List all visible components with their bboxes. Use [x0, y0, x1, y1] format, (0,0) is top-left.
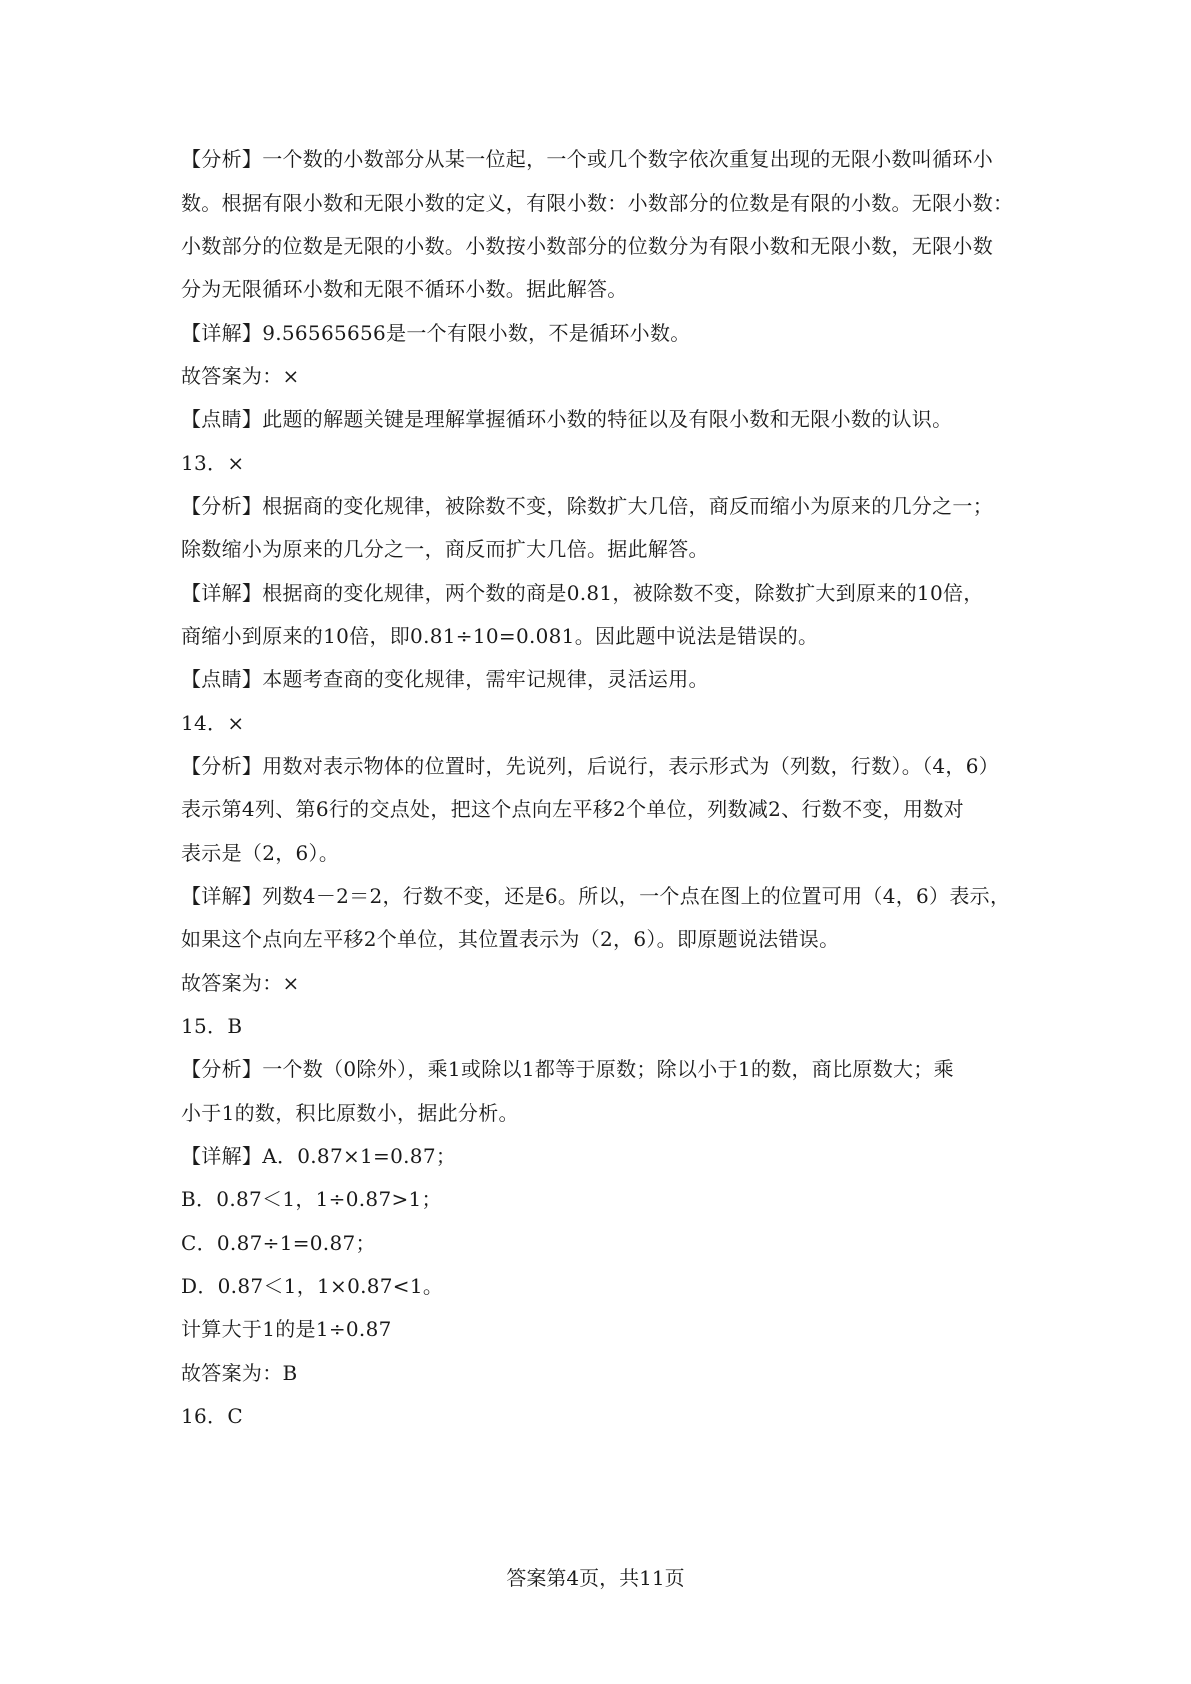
text-line: 【详解】A．0.87×1=0.87；	[181, 1144, 457, 1168]
text-line: 【详解】根据商的变化规律，两个数的商是0.81，被除数不变，除数扩大到原来的10倍，	[181, 581, 984, 605]
text-line: B．0.87＜1，1÷0.87>1；	[181, 1187, 442, 1211]
text-line: 【分析】根据商的变化规律，被除数不变，除数扩大几倍，商反而缩小为原来的几分之一；	[181, 494, 993, 518]
text-line: 除数缩小为原来的几分之一，商反而扩大几倍。据此解答。	[181, 537, 709, 561]
text-line: 计算大于1的是1÷0.87	[181, 1317, 392, 1341]
text-line: 【详解】9.56565656是一个有限小数，不是循环小数。	[181, 321, 691, 345]
text-line: 【点睛】此题的解题关键是理解掌握循环小数的特征以及有限小数和无限小数的认识。	[181, 407, 953, 431]
text-line: 商缩小到原来的10倍，即0.81÷10=0.081。因此题中说法是错误的。	[181, 624, 819, 648]
text-line: 故答案为：B	[181, 1361, 298, 1385]
text-line: 【分析】一个数的小数部分从某一位起，一个或几个数字依次重复出现的无限小数叫循环小	[181, 147, 993, 171]
text-line: 数。根据有限小数和无限小数的定义，有限小数：小数部分的位数是有限的小数。无限小数：	[181, 191, 1014, 215]
text-line: 小于1的数，积比原数小，据此分析。	[181, 1101, 519, 1125]
text-line: C．0.87÷1=0.87；	[181, 1231, 376, 1255]
text-line: 故答案为：×	[181, 364, 300, 388]
text-line: 14．×	[181, 711, 245, 735]
text-line: 小数部分的位数是无限的小数。小数按小数部分的位数分为有限小数和无限小数，无限小数	[181, 234, 993, 258]
text-line: 故答案为：×	[181, 971, 300, 995]
text-line: 【详解】列数4－2＝2，行数不变，还是6。所以，一个点在图上的位置可用（4，6）表示，	[181, 884, 1011, 908]
text-line: D．0.87＜1，1×0.87<1。	[181, 1274, 444, 1298]
text-line: 13．×	[181, 451, 245, 475]
text-line: 【点睛】本题考查商的变化规律，需牢记规律，灵活运用。	[181, 667, 709, 691]
text-line: 如果这个点向左平移2个单位，其位置表示为（2，6）。即原题说法错误。	[181, 927, 840, 951]
text-line: 表示第4列、第6行的交点处，把这个点向左平移2个单位，列数减2、行数不变，用数对	[181, 797, 964, 821]
text-line: 15．B	[181, 1014, 243, 1038]
page-footer: 答案第4页，共11页	[506, 1566, 685, 1590]
text-line: 表示是（2，6）。	[181, 841, 340, 865]
text-line: 【分析】用数对表示物体的位置时，先说列，后说行，表示形式为（列数，行数）。（4，6）	[181, 754, 1000, 778]
text-line: 16．C	[181, 1404, 243, 1428]
text-line: 分为无限循环小数和无限不循环小数。据此解答。	[181, 277, 628, 301]
text-line: 【分析】一个数（0除外），乘1或除以1都等于原数；除以小于1的数，商比原数大；乘	[181, 1057, 954, 1081]
